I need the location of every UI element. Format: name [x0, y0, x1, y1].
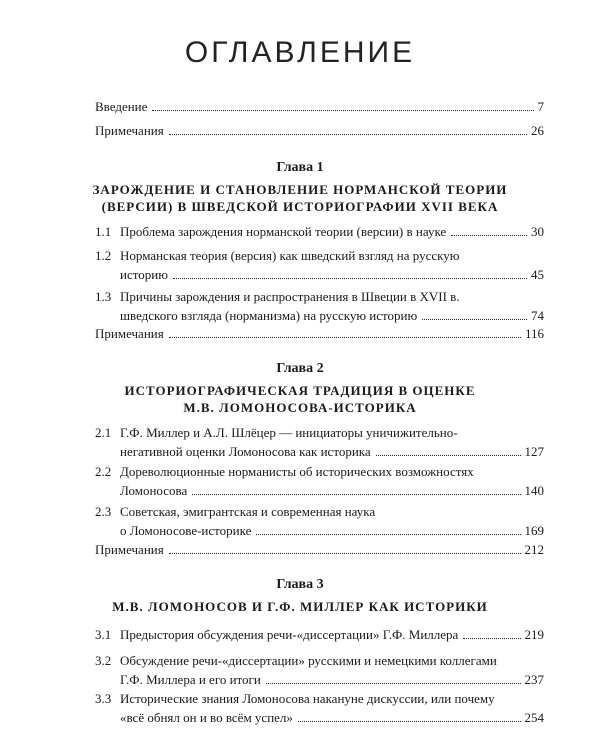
entry-label: Примечания — [95, 123, 164, 138]
entry-label: Причины зарождения и распространения в Швеции в XVII в. — [120, 289, 460, 304]
toc-entry-ch2-notes[interactable] — [95, 540, 544, 559]
entry-label-cont: шведского взгляда (норманизма) на русскую историю — [120, 308, 418, 323]
entry-label: Обсуждение речи-«диссертации» русскими и немецкими коллегами — [120, 653, 497, 668]
toc-entry-ch1-notes[interactable] — [95, 324, 544, 343]
entry-label-cont: негативной оценки Ломоносова как историка — [120, 444, 371, 459]
entry-label-cont: историю — [120, 267, 168, 282]
entry-label: Дореволюционные норманисты об исторических возможностях — [120, 464, 474, 479]
page-number: 254 — [524, 710, 544, 725]
entry-label-cont: «всё обнял он и во всём успел» — [120, 710, 293, 725]
section-number: 3.1 — [95, 627, 112, 642]
leader-dots — [169, 337, 521, 338]
chapter-1-label: Глава 1 — [276, 160, 324, 175]
entry-label-cont: Ломоносова — [120, 483, 188, 498]
toc-entry-1-2[interactable] — [95, 246, 544, 284]
toc-entry-introduction[interactable] — [95, 97, 544, 116]
leader-dots — [266, 683, 521, 684]
entry-label: Примечания — [95, 326, 164, 341]
entry-label: Проблема зарождения норманской теории (версии) в науке — [120, 224, 447, 239]
page-number: 140 — [524, 483, 544, 498]
leader-dots — [173, 278, 527, 279]
leader-dots — [169, 553, 521, 554]
section-number: 1.2 — [95, 248, 112, 263]
leader-dots — [256, 534, 520, 535]
leader-dots — [463, 638, 520, 639]
section-number: 2.3 — [95, 504, 112, 519]
page-number: 74 — [531, 308, 544, 323]
leader-dots — [376, 455, 521, 456]
toc-entry-notes[interactable] — [95, 121, 544, 140]
section-number: 3.2 — [95, 653, 112, 668]
section-number: 1.3 — [95, 289, 112, 304]
page-number: 212 — [524, 542, 544, 557]
chapter-2-title: ИСТОРИОГРАФИЧЕСКАЯ ТРАДИЦИЯ В ОЦЕНКЕ М.В. ЛОМОНОСОВА-ИСТОРИКА — [124, 383, 476, 415]
entry-label: Предыстория обсуждения речи-«диссертации» Г.Ф. Миллера — [120, 627, 459, 642]
section-number: 3.3 — [95, 691, 112, 706]
page-number: 116 — [524, 326, 544, 341]
chapter-2-label: Глава 2 — [276, 361, 324, 376]
toc-entry-1-3[interactable] — [95, 287, 544, 325]
entry-label: Г.Ф. Миллер и А.Л. Шлёцер — инициаторы уничижительно- — [120, 425, 458, 440]
chapter-1-title: ЗАРОЖДЕНИЕ И СТАНОВЛЕНИЕ НОРМАНСКОЙ ТЕОРИИ (ВЕРСИИ) В ШВЕДСКОЙ ИСТОРИОГРАФИИ XVII ВЕКА — [92, 182, 508, 214]
chapter-3-label: Глава 3 — [276, 577, 324, 592]
entry-label-cont: о Ломоносове-историке — [120, 523, 252, 538]
page-number: 219 — [524, 627, 544, 642]
entry-label: Введение — [95, 99, 148, 114]
leader-dots — [422, 319, 527, 320]
chapter-3-title: М.В. ЛОМОНОСОВ И Г.Ф. МИЛЛЕР КАК ИСТОРИКИ — [112, 599, 488, 614]
entry-label: Примечания — [95, 542, 164, 557]
toc-entry-3-2[interactable] — [95, 651, 544, 689]
toc-entry-2-2[interactable] — [95, 462, 544, 500]
leader-dots — [192, 494, 520, 495]
entry-label: Норманская теория (версия) как шведский взгляд на русскую — [120, 248, 460, 263]
page-number: 237 — [524, 672, 544, 687]
page-number: 127 — [524, 444, 544, 459]
toc-entry-3-1[interactable] — [95, 625, 544, 644]
leader-dots — [169, 134, 527, 135]
toc-entry-3-3[interactable] — [95, 689, 544, 727]
entry-label-cont: Г.Ф. Миллера и его итоги — [120, 672, 261, 687]
toc-entry-1-1[interactable] — [95, 222, 544, 241]
toc-entry-2-3[interactable] — [95, 502, 544, 540]
section-number: 2.1 — [95, 425, 112, 440]
page-title: ОГЛАВЛЕНИЕ — [184, 36, 416, 69]
section-number: 1.1 — [95, 224, 112, 239]
page-number: 30 — [531, 224, 544, 239]
entry-label: Исторические знания Ломоносова накануне дискуссии, или почему — [120, 691, 495, 706]
page-number: 26 — [531, 123, 544, 138]
leader-dots — [152, 110, 533, 111]
toc-entry-2-1[interactable] — [95, 423, 544, 461]
page-number: 7 — [537, 99, 544, 114]
page-number: 169 — [524, 523, 544, 538]
leader-dots — [451, 235, 527, 236]
entry-label: Советская, эмигрантская и современная наука — [120, 504, 376, 519]
page-number: 45 — [531, 267, 544, 282]
section-number: 2.2 — [95, 464, 112, 479]
leader-dots — [298, 721, 521, 722]
